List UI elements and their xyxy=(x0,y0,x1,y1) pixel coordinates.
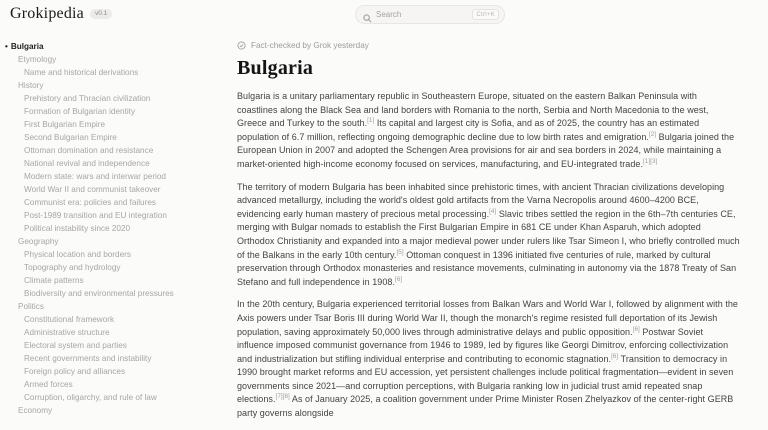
fact-check-icon xyxy=(237,41,246,50)
article-paragraph: In the 20th century, Bulgaria experienced territorial losses from Balkan Wars and World War I, followed by alignment with the Axis powers under Tsar Boris III during World War II, though the monarch's regime resisted full deportation of its Jewish population, saving approximately 50,000 lives through administrative delays and public opposition.[6] Postwar Soviet influence imposed communist governance from 1946 to 1989, led by figures like Georgi Dimitrov, enforcing collectivization and industrialization but stifling individual enterprise and contributing to economic stagnation.[6] Transition to democracy in 1990 brought market reforms and EU accession, yet persistent challenges include political fragmentation—evident in seven governments since 2021—and corruption perceptions, with Bulgaria ranking low in judicial trust amid repeated snap elections.[7][8] As of January 2025, a coalition government under Prime Minister Rosen Zhelyazkov of the center-right GERB party governs alongside xyxy=(237,299,738,419)
citation-ref[interactable]: [4] xyxy=(489,207,497,215)
sidebar-item-recent-governments-and-instability[interactable]: Recent governments and instability xyxy=(24,354,152,363)
sidebar-item-prehistory-and-thracian-civilization[interactable]: Prehistory and Thracian civilization xyxy=(24,94,151,103)
article-paragraph: Bulgaria is a unitary parliamentary republic in Southeastern Europe, situated on the eastern Balkan Peninsula with coastlines along the Black Sea and land borders with Romania to the north, Serbia and North Macedonia to the west, Greece and Turkey to the south.[1] Its capital and largest city is Sofia, and as of 2025, the country has an estimated population of 6.7 million, reflecting ongoing demographic decline due to low birth rates and emigration.[2] Bulgaria joined the European Union in 2007 and adopted the Schengen Area provisions for air and sea borders in 2024, while maintaining a market-oriented high-income economy focused on services, manufacturing, and EU-integrated trade.[1][3] xyxy=(237,91,735,169)
sidebar-item-politics[interactable]: Politics xyxy=(18,302,44,311)
sidebar-item-world-war-ii-and-communist-takeover[interactable]: World War II and communist takeover xyxy=(24,185,161,194)
sidebar-item-climate-patterns[interactable]: Climate patterns xyxy=(24,276,84,285)
sidebar-item-constitutional-framework[interactable]: Constitutional framework xyxy=(24,315,115,324)
sidebar-item-physical-location-and-borders[interactable]: Physical location and borders xyxy=(24,250,131,259)
sidebar-item-national-revival-and-independence[interactable]: National revival and independence xyxy=(24,159,150,168)
sidebar-item-first-bulgarian-empire[interactable]: First Bulgarian Empire xyxy=(24,120,105,129)
sidebar-item-second-bulgarian-empire[interactable]: Second Bulgarian Empire xyxy=(24,133,117,142)
top-header xyxy=(0,0,768,32)
sidebar-item-corruption-oligarchy-and-rule-of-law[interactable]: Corruption, oligarchy, and rule of law xyxy=(24,393,157,402)
citation-ref[interactable]: [6] xyxy=(395,275,403,283)
brand-wrap xyxy=(10,5,112,23)
citation-ref[interactable]: [1] xyxy=(367,117,375,125)
sidebar-item-communist-era-policies-and-failures[interactable]: Communist era: policies and failures xyxy=(24,198,156,207)
citation-ref[interactable]: [5] xyxy=(396,248,404,256)
citation-ref[interactable]: [7][8] xyxy=(275,393,290,401)
fact-check-label: Fact-checked by Grok yesterday xyxy=(251,41,369,50)
article-paragraphs xyxy=(237,90,740,421)
sidebar-item-bulgaria[interactable]: • Bulgaria xyxy=(5,42,44,51)
sidebar-item-biodiversity-and-environmental-pressures[interactable]: Biodiversity and environmental pressures xyxy=(24,289,174,298)
citation-ref[interactable]: [1][3] xyxy=(643,157,658,165)
citation-ref[interactable]: [6] xyxy=(632,325,640,333)
search-input[interactable] xyxy=(355,5,505,24)
brand-logo[interactable]: Grokipedia xyxy=(10,5,84,22)
sidebar-item-name-and-historical-derivations[interactable]: Name and historical derivations xyxy=(24,68,139,77)
sidebar-item-ottoman-domination-and-resistance[interactable]: Ottoman domination and resistance xyxy=(24,146,154,155)
sidebar-item-electoral-system-and-parties[interactable]: Electoral system and parties xyxy=(24,341,127,350)
article-paragraph: The territory of modern Bulgaria has been inhabited since prehistoric times, with ancient Thracian civilizations developing advanced metallurgy, including the world's oldest gold artifacts from the Varna Necropolis around 4600–4200 BCE, evidencing early human mastery of precious metal processing.[4] Slavic tribes settled the region in the 6th–7th centuries CE, merging with Bulgar nomads to establish the First Bulgarian Empire in 681 CE under Khan Asparuh, which adopted Orthodox Christianity and expanded into a major medieval power under rulers like Tsar Simeon I, who briefly controlled much of the Balkans in the early 10th century.[5] Ottoman conquest in 1396 initiated five centuries of rule, marked by cultural preservation through Orthodox monasteries and resistance movements, culminating in autonomy via the 1878 Treaty of San Stefano and full independence in 1908.[6] xyxy=(237,181,740,287)
page-title: Bulgaria xyxy=(237,57,314,79)
search-icon xyxy=(363,10,372,19)
article-main xyxy=(237,41,740,430)
search-shortcut-badge: Ctrl+K xyxy=(472,9,499,20)
sidebar-item-economy[interactable]: Economy xyxy=(18,406,53,415)
citation-ref[interactable]: [6] xyxy=(611,352,619,360)
sidebar-item-etymology[interactable]: Etymology xyxy=(18,55,57,64)
sidebar-item-foreign-policy-and-alliances[interactable]: Foreign policy and alliances xyxy=(24,367,126,376)
sidebar-item-political-instability-since-2020[interactable]: Political instability since 2020 xyxy=(24,224,131,233)
sidebar-item-formation-of-bulgarian-identity[interactable]: Formation of Bulgarian identity xyxy=(24,107,136,116)
sidebar-item-armed-forces[interactable]: Armed forces xyxy=(24,380,73,389)
sidebar-item-administrative-structure[interactable]: Administrative structure xyxy=(24,328,110,337)
fact-check-row[interactable] xyxy=(237,41,740,50)
sidebar-item-post-1989-transition-and-eu-integration[interactable]: Post-1989 transition and EU integration xyxy=(24,211,167,220)
version-badge: v0.1 xyxy=(90,9,112,20)
sidebar-item-topography-and-hydrology[interactable]: Topography and hydrology xyxy=(24,263,121,272)
search-placeholder: Search xyxy=(376,10,402,19)
sidebar-item-history[interactable]: History xyxy=(18,81,44,90)
sidebar-item-modern-state-wars-and-interwar-period[interactable]: Modern state: wars and interwar period xyxy=(24,172,166,181)
active-item-bullet: • xyxy=(5,42,8,51)
sidebar-toc xyxy=(0,40,234,417)
sidebar-item-geography[interactable]: Geography xyxy=(18,237,59,246)
citation-ref[interactable]: [2] xyxy=(648,130,657,138)
